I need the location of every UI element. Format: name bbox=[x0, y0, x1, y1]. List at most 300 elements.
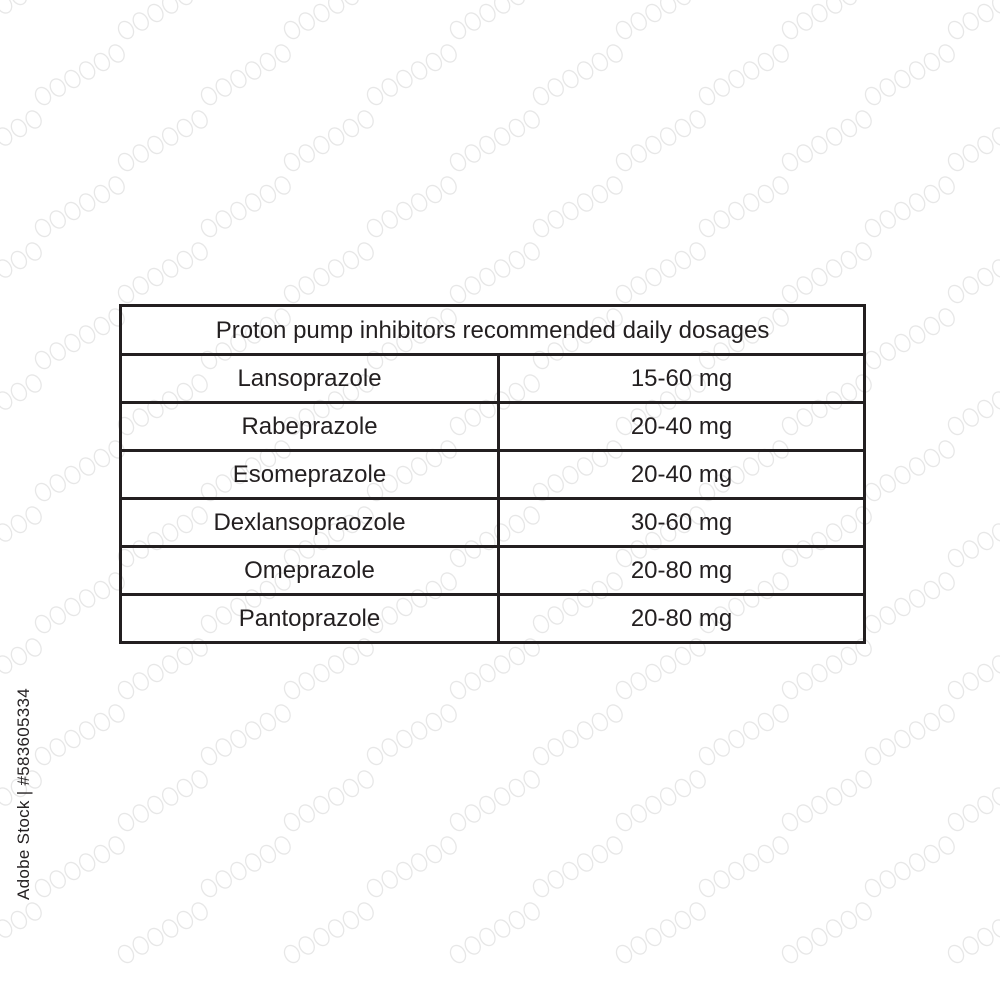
watermark-ring bbox=[687, 900, 708, 923]
watermark-glyph bbox=[613, 0, 708, 41]
watermark-ring bbox=[0, 389, 15, 412]
watermark-ring bbox=[326, 917, 347, 940]
watermark-glyph bbox=[198, 834, 293, 899]
watermark-ring bbox=[257, 51, 278, 74]
watermark-ring bbox=[779, 151, 800, 174]
watermark-glyph bbox=[281, 0, 376, 41]
watermark-ring bbox=[379, 736, 400, 759]
watermark-ring bbox=[506, 249, 527, 272]
watermark-ring bbox=[643, 134, 664, 157]
watermark-ring bbox=[243, 851, 264, 874]
watermark-ring bbox=[560, 860, 581, 883]
watermark-ring bbox=[672, 117, 693, 140]
watermark-ring bbox=[91, 579, 112, 602]
watermark-ring bbox=[296, 10, 317, 33]
watermark-glyph bbox=[696, 702, 791, 767]
watermark-ring bbox=[355, 240, 376, 263]
watermark-ring bbox=[462, 670, 483, 693]
watermark-ring bbox=[658, 653, 679, 676]
watermark-glyph bbox=[281, 108, 376, 173]
watermark-ring bbox=[447, 151, 468, 174]
watermark-ring bbox=[990, 785, 1000, 808]
watermark-ring bbox=[243, 191, 264, 214]
watermark-ring bbox=[877, 472, 898, 495]
watermark-ring bbox=[91, 711, 112, 734]
watermark-ring bbox=[77, 59, 98, 82]
watermark-ring bbox=[62, 464, 83, 487]
watermark-ring bbox=[8, 513, 29, 536]
watermark-ring bbox=[613, 679, 634, 702]
watermark-ring bbox=[770, 42, 791, 65]
watermark-ring bbox=[809, 134, 830, 157]
watermark-ring bbox=[628, 274, 649, 297]
watermark-ring bbox=[62, 68, 83, 91]
watermark-ring bbox=[936, 174, 957, 197]
watermark-ring bbox=[462, 802, 483, 825]
watermark-ring bbox=[198, 745, 219, 768]
watermark-ring bbox=[589, 843, 610, 866]
watermark-ring bbox=[243, 719, 264, 742]
watermark-ring bbox=[77, 323, 98, 346]
watermark-ring bbox=[47, 868, 68, 891]
watermark-ring bbox=[990, 653, 1000, 676]
watermark-ring bbox=[545, 208, 566, 231]
watermark-ring bbox=[506, 645, 527, 668]
watermark-ring bbox=[960, 670, 981, 693]
watermark-ring bbox=[960, 934, 981, 957]
watermark-ring bbox=[281, 19, 302, 42]
watermark-ring bbox=[160, 653, 181, 676]
watermark-glyph bbox=[945, 504, 1000, 569]
watermark-ring bbox=[23, 240, 44, 263]
dose-cell: 15-60 mg bbox=[499, 355, 865, 403]
watermark-ring bbox=[892, 728, 913, 751]
watermark-ring bbox=[853, 900, 874, 923]
watermark-ring bbox=[711, 868, 732, 891]
watermark-ring bbox=[462, 142, 483, 165]
watermark-ring bbox=[326, 257, 347, 280]
watermark-ring bbox=[921, 447, 942, 470]
watermark-ring bbox=[613, 19, 634, 42]
watermark-ring bbox=[8, 0, 29, 7]
watermark-ring bbox=[492, 917, 513, 940]
watermark-ring bbox=[272, 42, 293, 65]
watermark-ring bbox=[213, 868, 234, 891]
watermark-glyph bbox=[530, 174, 625, 239]
watermark-ring bbox=[794, 802, 815, 825]
watermark-ring bbox=[160, 125, 181, 148]
watermark-glyph bbox=[32, 702, 127, 767]
watermark-ring bbox=[975, 398, 996, 421]
watermark-ring bbox=[394, 860, 415, 883]
watermark-ring bbox=[296, 142, 317, 165]
watermark-ring bbox=[990, 521, 1000, 544]
watermark-ring bbox=[326, 653, 347, 676]
watermark-ring bbox=[613, 283, 634, 306]
watermark-glyph bbox=[613, 108, 708, 173]
watermark-ring bbox=[907, 587, 928, 610]
watermark-glyph bbox=[198, 42, 293, 107]
watermark-ring bbox=[907, 455, 928, 478]
watermark-ring bbox=[296, 670, 317, 693]
watermark-glyph bbox=[613, 768, 708, 833]
watermark-ring bbox=[921, 579, 942, 602]
watermark-glyph bbox=[0, 240, 44, 305]
watermark-ring bbox=[628, 10, 649, 33]
watermark-ring bbox=[0, 917, 15, 940]
watermark-ring bbox=[779, 283, 800, 306]
watermark-ring bbox=[862, 217, 883, 240]
watermark-ring bbox=[311, 662, 332, 685]
watermark-ring bbox=[174, 117, 195, 140]
watermark-ring bbox=[853, 108, 874, 131]
watermark-ring bbox=[47, 76, 68, 99]
watermark-ring bbox=[945, 679, 966, 702]
dose-cell: 20-80 mg bbox=[499, 547, 865, 595]
watermark-glyph bbox=[198, 174, 293, 239]
watermark-glyph bbox=[115, 240, 210, 305]
watermark-ring bbox=[0, 257, 15, 280]
watermark-ring bbox=[521, 900, 542, 923]
watermark-ring bbox=[91, 183, 112, 206]
watermark-glyph bbox=[862, 174, 957, 239]
watermark-ring bbox=[892, 332, 913, 355]
watermark-ring bbox=[628, 142, 649, 165]
watermark-ring bbox=[492, 125, 513, 148]
watermark-ring bbox=[907, 719, 928, 742]
watermark-glyph bbox=[945, 0, 1000, 41]
watermark-glyph bbox=[0, 372, 44, 437]
drug-name-cell: Lansoprazole bbox=[121, 355, 499, 403]
watermark-ring bbox=[506, 117, 527, 140]
watermark-ring bbox=[960, 10, 981, 33]
watermark-ring bbox=[340, 645, 361, 668]
watermark-ring bbox=[213, 208, 234, 231]
watermark-ring bbox=[115, 811, 136, 834]
watermark-ring bbox=[545, 76, 566, 99]
dose-cell: 20-40 mg bbox=[499, 451, 865, 499]
watermark-ring bbox=[106, 834, 127, 857]
watermark-ring bbox=[770, 702, 791, 725]
watermark-ring bbox=[936, 834, 957, 857]
watermark-ring bbox=[47, 208, 68, 231]
table-row bbox=[121, 355, 865, 403]
watermark-ring bbox=[975, 2, 996, 25]
watermark-ring bbox=[438, 834, 459, 857]
watermark-glyph bbox=[530, 834, 625, 899]
watermark-ring bbox=[8, 645, 29, 668]
watermark-ring bbox=[62, 200, 83, 223]
watermark-glyph bbox=[696, 834, 791, 899]
watermark-ring bbox=[672, 909, 693, 932]
watermark-glyph bbox=[862, 702, 957, 767]
watermark-glyph bbox=[945, 636, 1000, 701]
watermark-ring bbox=[604, 834, 625, 857]
watermark-ring bbox=[809, 2, 830, 25]
watermark-ring bbox=[589, 711, 610, 734]
watermark-ring bbox=[945, 19, 966, 42]
table-row bbox=[121, 547, 865, 595]
watermark-glyph bbox=[32, 306, 127, 371]
drug-name-cell: Esomeprazole bbox=[121, 451, 499, 499]
watermark-ring bbox=[145, 926, 166, 949]
watermark-ring bbox=[477, 266, 498, 289]
watermark-ring bbox=[62, 596, 83, 619]
drug-name-cell: Rabeprazole bbox=[121, 403, 499, 451]
watermark-ring bbox=[296, 274, 317, 297]
watermark-ring bbox=[257, 183, 278, 206]
watermark-ring bbox=[741, 719, 762, 742]
watermark-ring bbox=[755, 843, 776, 866]
watermark-glyph bbox=[613, 636, 708, 701]
watermark-ring bbox=[340, 909, 361, 932]
watermark-ring bbox=[228, 728, 249, 751]
watermark-ring bbox=[628, 802, 649, 825]
watermark-ring bbox=[853, 240, 874, 263]
watermark-glyph bbox=[447, 0, 542, 41]
watermark-ring bbox=[809, 794, 830, 817]
watermark-ring bbox=[340, 249, 361, 272]
watermark-ring bbox=[174, 249, 195, 272]
watermark-ring bbox=[477, 662, 498, 685]
watermark-glyph bbox=[779, 240, 874, 305]
watermark-ring bbox=[892, 860, 913, 883]
dosage-table bbox=[119, 304, 866, 644]
watermark-ring bbox=[106, 42, 127, 65]
watermark-ring bbox=[838, 117, 859, 140]
watermark-ring bbox=[877, 208, 898, 231]
watermark-ring bbox=[281, 811, 302, 834]
watermark-ring bbox=[945, 547, 966, 570]
watermark-ring bbox=[492, 257, 513, 280]
watermark-ring bbox=[921, 315, 942, 338]
watermark-ring bbox=[530, 745, 551, 768]
watermark-ring bbox=[364, 745, 385, 768]
watermark-ring bbox=[447, 943, 468, 966]
watermark-ring bbox=[936, 306, 957, 329]
watermark-ring bbox=[921, 711, 942, 734]
watermark-ring bbox=[506, 0, 527, 7]
watermark-ring bbox=[779, 19, 800, 42]
watermark-ring bbox=[945, 283, 966, 306]
watermark-ring bbox=[160, 0, 181, 16]
watermark-ring bbox=[189, 900, 210, 923]
watermark-ring bbox=[794, 934, 815, 957]
watermark-ring bbox=[0, 521, 15, 544]
watermark-ring bbox=[643, 662, 664, 685]
watermark-ring bbox=[492, 653, 513, 676]
watermark-ring bbox=[62, 728, 83, 751]
watermark-ring bbox=[379, 208, 400, 231]
watermark-glyph bbox=[115, 768, 210, 833]
watermark-glyph bbox=[0, 504, 44, 569]
watermark-ring bbox=[198, 877, 219, 900]
watermark-ring bbox=[23, 504, 44, 527]
watermark-glyph bbox=[32, 834, 127, 899]
watermark-ring bbox=[160, 257, 181, 280]
watermark-ring bbox=[8, 909, 29, 932]
watermark-ring bbox=[379, 868, 400, 891]
watermark-ring bbox=[824, 917, 845, 940]
watermark-ring bbox=[257, 843, 278, 866]
watermark-ring bbox=[921, 183, 942, 206]
watermark-ring bbox=[687, 768, 708, 791]
watermark-ring bbox=[23, 108, 44, 131]
watermark-ring bbox=[945, 415, 966, 438]
watermark-ring bbox=[160, 785, 181, 808]
watermark-ring bbox=[779, 679, 800, 702]
watermark-ring bbox=[589, 51, 610, 74]
watermark-glyph bbox=[0, 0, 44, 41]
watermark-ring bbox=[311, 2, 332, 25]
watermark-ring bbox=[130, 274, 151, 297]
watermark-ring bbox=[130, 934, 151, 957]
watermark-ring bbox=[32, 349, 53, 372]
watermark-ring bbox=[696, 217, 717, 240]
watermark-ring bbox=[174, 909, 195, 932]
watermark-ring bbox=[272, 174, 293, 197]
watermark-ring bbox=[975, 794, 996, 817]
watermark-ring bbox=[47, 472, 68, 495]
watermark-ring bbox=[281, 679, 302, 702]
watermark-ring bbox=[115, 283, 136, 306]
watermark-glyph bbox=[364, 42, 459, 107]
watermark-ring bbox=[726, 728, 747, 751]
watermark-ring bbox=[213, 736, 234, 759]
watermark-ring bbox=[575, 191, 596, 214]
watermark-ring bbox=[907, 191, 928, 214]
drug-name-cell: Omeprazole bbox=[121, 547, 499, 595]
watermark-ring bbox=[296, 934, 317, 957]
watermark-ring bbox=[115, 151, 136, 174]
watermark-ring bbox=[575, 851, 596, 874]
watermark-ring bbox=[228, 860, 249, 883]
watermark-glyph bbox=[0, 900, 44, 965]
watermark-ring bbox=[824, 653, 845, 676]
watermark-ring bbox=[779, 943, 800, 966]
watermark-ring bbox=[189, 108, 210, 131]
watermark-glyph bbox=[32, 174, 127, 239]
watermark-ring bbox=[824, 125, 845, 148]
watermark-ring bbox=[409, 191, 430, 214]
watermark-ring bbox=[8, 117, 29, 140]
watermark-glyph bbox=[696, 42, 791, 107]
watermark-ring bbox=[960, 142, 981, 165]
watermark-ring bbox=[32, 481, 53, 504]
watermark-ring bbox=[975, 926, 996, 949]
watermark-ring bbox=[145, 266, 166, 289]
watermark-ring bbox=[838, 645, 859, 668]
watermark-ring bbox=[687, 108, 708, 131]
watermark-ring bbox=[575, 719, 596, 742]
watermark-ring bbox=[975, 530, 996, 553]
watermark-glyph bbox=[364, 702, 459, 767]
watermark-ring bbox=[696, 85, 717, 108]
watermark-ring bbox=[658, 917, 679, 940]
watermark-glyph bbox=[862, 42, 957, 107]
watermark-ring bbox=[174, 645, 195, 668]
watermark-ring bbox=[658, 785, 679, 808]
watermark-ring bbox=[794, 10, 815, 33]
watermark-ring bbox=[0, 785, 15, 808]
watermark-glyph bbox=[945, 240, 1000, 305]
watermark-ring bbox=[409, 59, 430, 82]
watermark-ring bbox=[423, 843, 444, 866]
watermark-ring bbox=[643, 926, 664, 949]
watermark-ring bbox=[409, 719, 430, 742]
watermark-ring bbox=[62, 860, 83, 883]
watermark-glyph bbox=[779, 768, 874, 833]
watermark-glyph bbox=[862, 306, 957, 371]
watermark-ring bbox=[32, 85, 53, 108]
watermark-ring bbox=[687, 240, 708, 263]
watermark-glyph bbox=[530, 702, 625, 767]
watermark-glyph bbox=[281, 240, 376, 305]
stock-id-watermark: Adobe Stock | #583605334 bbox=[14, 687, 33, 900]
watermark-glyph bbox=[115, 108, 210, 173]
watermark-ring bbox=[521, 108, 542, 131]
watermark-ring bbox=[257, 711, 278, 734]
watermark-ring bbox=[23, 636, 44, 659]
watermark-ring bbox=[975, 134, 996, 157]
watermark-ring bbox=[990, 917, 1000, 940]
watermark-ring bbox=[91, 51, 112, 74]
watermark-ring bbox=[355, 768, 376, 791]
watermark-glyph bbox=[862, 570, 957, 635]
watermark-ring bbox=[658, 257, 679, 280]
dose-cell: 30-60 mg bbox=[499, 499, 865, 547]
watermark-ring bbox=[696, 877, 717, 900]
watermark-ring bbox=[340, 117, 361, 140]
watermark-ring bbox=[877, 604, 898, 627]
watermark-ring bbox=[447, 283, 468, 306]
watermark-ring bbox=[115, 943, 136, 966]
watermark-ring bbox=[462, 934, 483, 957]
watermark-ring bbox=[145, 662, 166, 685]
watermark-ring bbox=[47, 604, 68, 627]
watermark-ring bbox=[23, 372, 44, 395]
watermark-ring bbox=[604, 174, 625, 197]
watermark-glyph bbox=[945, 768, 1000, 833]
watermark-ring bbox=[447, 19, 468, 42]
watermark-glyph bbox=[281, 768, 376, 833]
watermark-ring bbox=[296, 802, 317, 825]
watermark-ring bbox=[0, 0, 15, 16]
watermark-ring bbox=[711, 208, 732, 231]
dose-cell: 20-40 mg bbox=[499, 403, 865, 451]
watermark-ring bbox=[130, 802, 151, 825]
watermark-ring bbox=[47, 736, 68, 759]
watermark-glyph bbox=[696, 174, 791, 239]
watermark-glyph bbox=[779, 900, 874, 965]
watermark-ring bbox=[945, 151, 966, 174]
watermark-ring bbox=[340, 777, 361, 800]
watermark-ring bbox=[779, 811, 800, 834]
table-row bbox=[121, 499, 865, 547]
watermark-ring bbox=[243, 59, 264, 82]
watermark-ring bbox=[462, 274, 483, 297]
watermark-ring bbox=[189, 240, 210, 263]
watermark-ring bbox=[936, 702, 957, 725]
watermark-ring bbox=[506, 777, 527, 800]
watermark-ring bbox=[936, 438, 957, 461]
table-row bbox=[121, 595, 865, 643]
watermark-ring bbox=[545, 868, 566, 891]
table-row bbox=[121, 403, 865, 451]
watermark-glyph bbox=[115, 900, 210, 965]
watermark-ring bbox=[945, 811, 966, 834]
watermark-ring bbox=[809, 926, 830, 949]
